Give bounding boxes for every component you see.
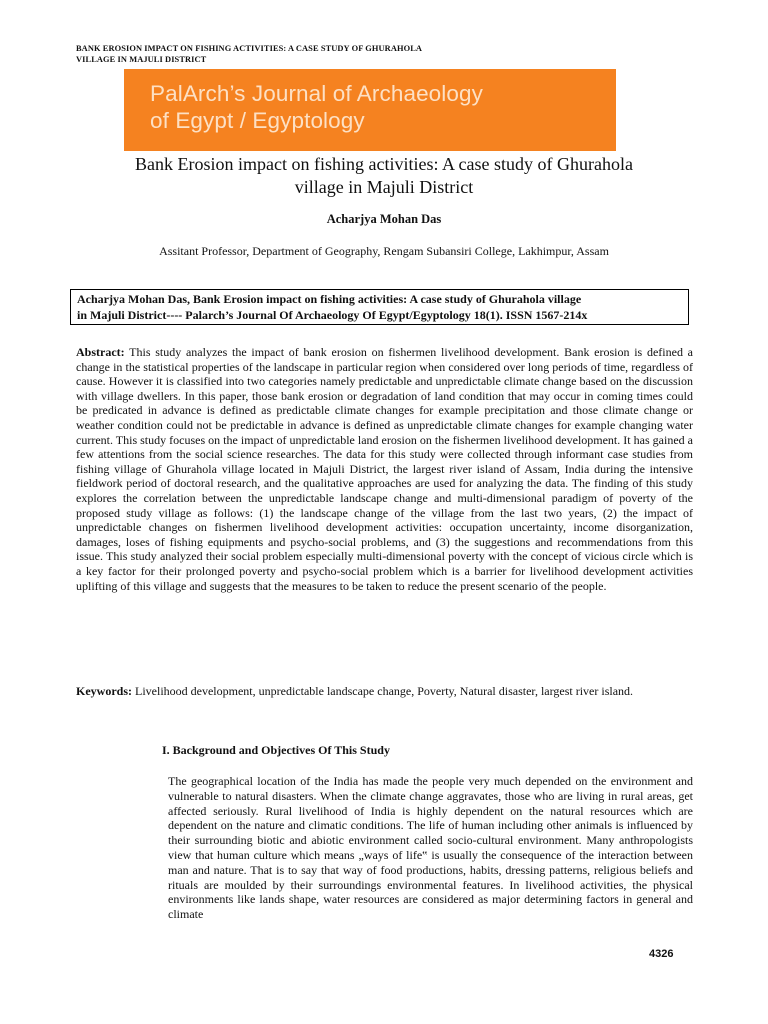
journal-banner: [124, 69, 616, 151]
abstract-label: Abstract:: [76, 345, 125, 359]
paper-title-line-1: Bank Erosion impact on fishing activities: A case study of Ghurahola: [135, 154, 633, 174]
page-number: 4326: [649, 948, 674, 960]
paper-title-line-2: village in Majuli District: [294, 177, 474, 197]
abstract-text: This study analyzes the impact of bank erosion on fishermen livelihood development. Bank erosion is defined a change in the statistical properties of the landscape in particular region when considered over long periods of time, regardless of cause. However it is classified into two categories namely predictable and unpredictable climate change based on the discussion with village dwellers. In this paper, those bank erosion or degradation of land condition that may occur in coming times could be predicated in advance is defined as predictable climate changes for example precipitation and those climate change or weather condition could not be predictable in advance is defined as unpredictable climate changes for example changing water current. This study focuses on the impact of unpredictable land erosion on the fishermen livelihood development. It has gained a few attentions from the social science researches. The data for this study were collected through informant case studies from fishing village of Ghurahola village located in Majuli District, the largest river island of Assam, India during the intensive fieldwork period of doctoral research, and the qualitative approaches are used for analyzing the data. The finding of this study explores the correlation between the unpredictable landscape change and multi-dimensional paradigm of poverty of the proposed study village as follows: (1) the landscape change of the village from the last two years, (2) the impact of unpredictable changes on fishermen livelihood development activities: occupation uncertainty, income disorganization, damages, loses of fishing equipments and psycho-social problems, and (3) the suggestions and recommendations from this issue. This study analyzed their social problem especially multi-dimensional poverty with the concept of vicious circle which is a key factor for their prolonged poverty and psycho-social problem which is a barrier for livelihood development activities uplifting of this village and suggests that the measures to be taken to reduce the present scenario of the people.: [76, 345, 693, 593]
journal-banner-line-2: of Egypt / Egyptology: [150, 108, 365, 133]
citation-box: [70, 289, 689, 325]
citation-line-1: Acharjya Mohan Das, Bank Erosion impact on fishing activities: A case study of Ghurahola village: [77, 292, 582, 306]
running-head-line-1: BANK EROSION IMPACT ON FISHING ACTIVITIES: A CASE STUDY OF GHURAHOLA: [76, 44, 423, 53]
citation-line-2: in Majuli District---- Palarch’s Journal Of Archaeology Of Egypt/Egyptology 18(1). ISSN 1567-214x: [77, 307, 588, 322]
running-head: [76, 44, 676, 65]
keywords-label: Keywords:: [76, 684, 132, 698]
abstract: [76, 345, 693, 593]
section-heading: I. Background and Objectives Of This Study: [162, 743, 390, 757]
section-paragraph: The geographical location of the India has made the people very much depended on the environment and vulnerable to natural disasters. When the climate change aggravates, those who are living in rural areas, get affected seriously. Rural livelihood of India is highly dependent on the natural resources which are dependent on the nature and climatic conditions. The life of human including other animals is influenced by their surrounding biotic and abiotic environment called socio-cultural environment. Many anthropologists view that human culture which means „ways of life‟ is usually the consequence of the interaction between man and nature. That is to say that way of food productions, habits, dressing patterns, religious beliefs and rituals are moulded by their surroundings environmental features. In livelihood activities, the physical environments like lands shape, water resources are considered as major determining factors in general and climate: [168, 774, 693, 922]
author-affiliation: Assitant Professor, Department of Geography, Rengam Subansiri College, Lakhimpur, Assam: [159, 244, 609, 258]
author-name: Acharjya Mohan Das: [326, 212, 442, 226]
paper-title: [76, 153, 692, 199]
journal-banner-line-1: PalArch’s Journal of Archaeology: [150, 81, 483, 106]
running-head-line-2: VILLAGE IN MAJULI DISTRICT: [76, 54, 207, 64]
keywords: [76, 684, 693, 699]
keywords-text: Livelihood development, unpredictable landscape change, Poverty, Natural disaster, largest river island.: [135, 684, 634, 698]
